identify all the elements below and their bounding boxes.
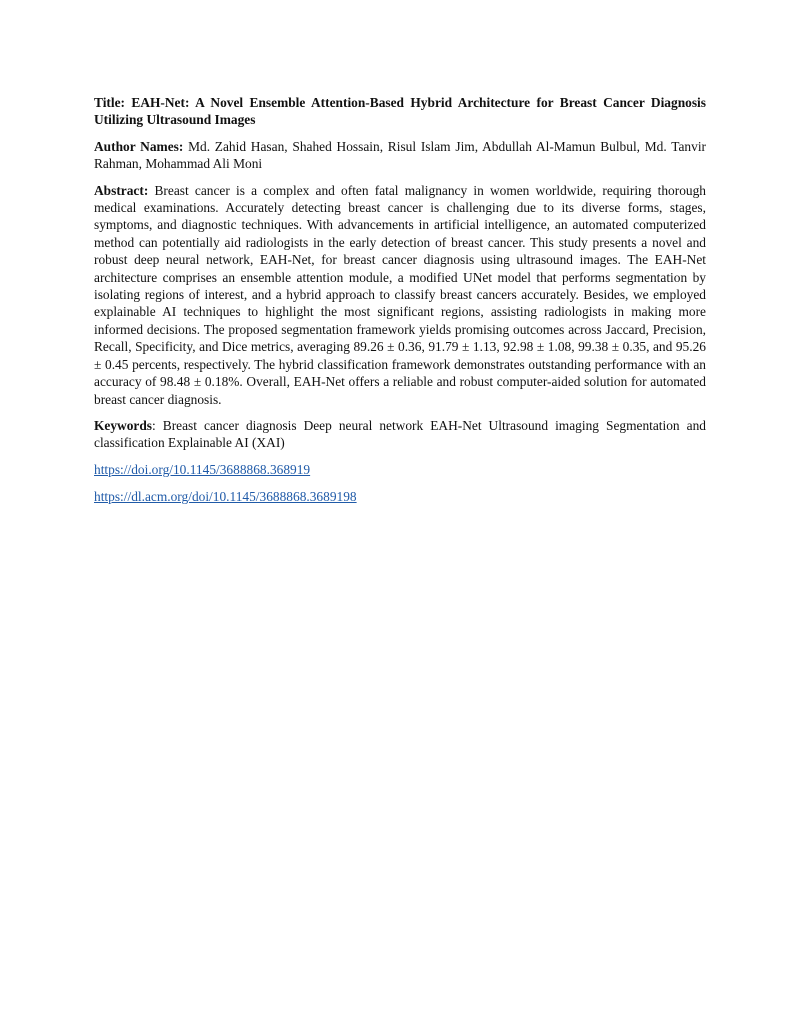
title-label: Title: xyxy=(94,95,125,110)
title-paragraph xyxy=(94,94,706,129)
acm-dl-link[interactable]: https://dl.acm.org/doi/10.1145/3688868.3689198 xyxy=(94,489,357,505)
abstract-label: Abstract: xyxy=(94,182,149,198)
doi-link[interactable]: https://doi.org/10.1145/3688868.368919 xyxy=(94,461,311,477)
abstract-text: Breast cancer is a complex and often fatal malignancy in women worldwide, requiring thorough medical examinations. Accurately detecting breast cancer is challenging due to its diverse forms, stages, symptoms, and diagnostic techniques. With advancements in artificial intelligence, an automated computerized method can potentially aid radiologists in the early detection of breast cancer. This study presents a novel and robust deep neural network, EAH-Net, for breast cancer diagnosis using ultrasound images. The EAH-Net architecture comprises an ensemble attention module, a modified UNet model that performs segmentation by isolating regions of interest, and a hybrid approach to classify breast cancers accurately. Besides, we employed explainable AI techniques to highlight the most significant regions, assisting radiologists in making more informed decisions. The proposed segmentation framework yields promising outcomes across Jaccard, Precision, Recall, Specificity, and Dice metrics, averaging 89.26 ± 0.36, 91.79 ± 1.13, 92.98 ± 1.08, 99.38 ± 0.35, and 95.26 ± 0.45 percents, respectively. The hybrid classification framework demonstrates outstanding performance with an accuracy of 98.48 ± 0.18%. Overall, EAH-Net offers a reliable and robust computer-aided solution for automated breast cancer diagnosis. xyxy=(94,182,706,407)
authors-paragraph xyxy=(94,138,706,173)
doi-link-line xyxy=(94,461,706,478)
title-text: EAH-Net: A Novel Ensemble Attention-Based Hybrid Architecture for Breast Cancer Diagnosis Utilizing Ultrasound Images xyxy=(94,95,706,128)
authors-text: Md. Zahid Hasan, Shahed Hossain, Risul Islam Jim, Abdullah Al-Mamun Bulbul, Md. Tanvir Rahman, Mohammad Ali Moni xyxy=(94,138,706,172)
authors-label: Author Names: xyxy=(94,138,184,154)
acm-link-line xyxy=(94,488,706,505)
document-page xyxy=(94,94,706,516)
keywords-paragraph xyxy=(94,417,706,452)
keywords-label: Keywords xyxy=(94,417,153,433)
keywords-text: : Breast cancer diagnosis Deep neural network EAH-Net Ultrasound imaging Segmentation and classification Explainable AI (XAI) xyxy=(94,417,706,451)
abstract-paragraph xyxy=(94,182,706,408)
